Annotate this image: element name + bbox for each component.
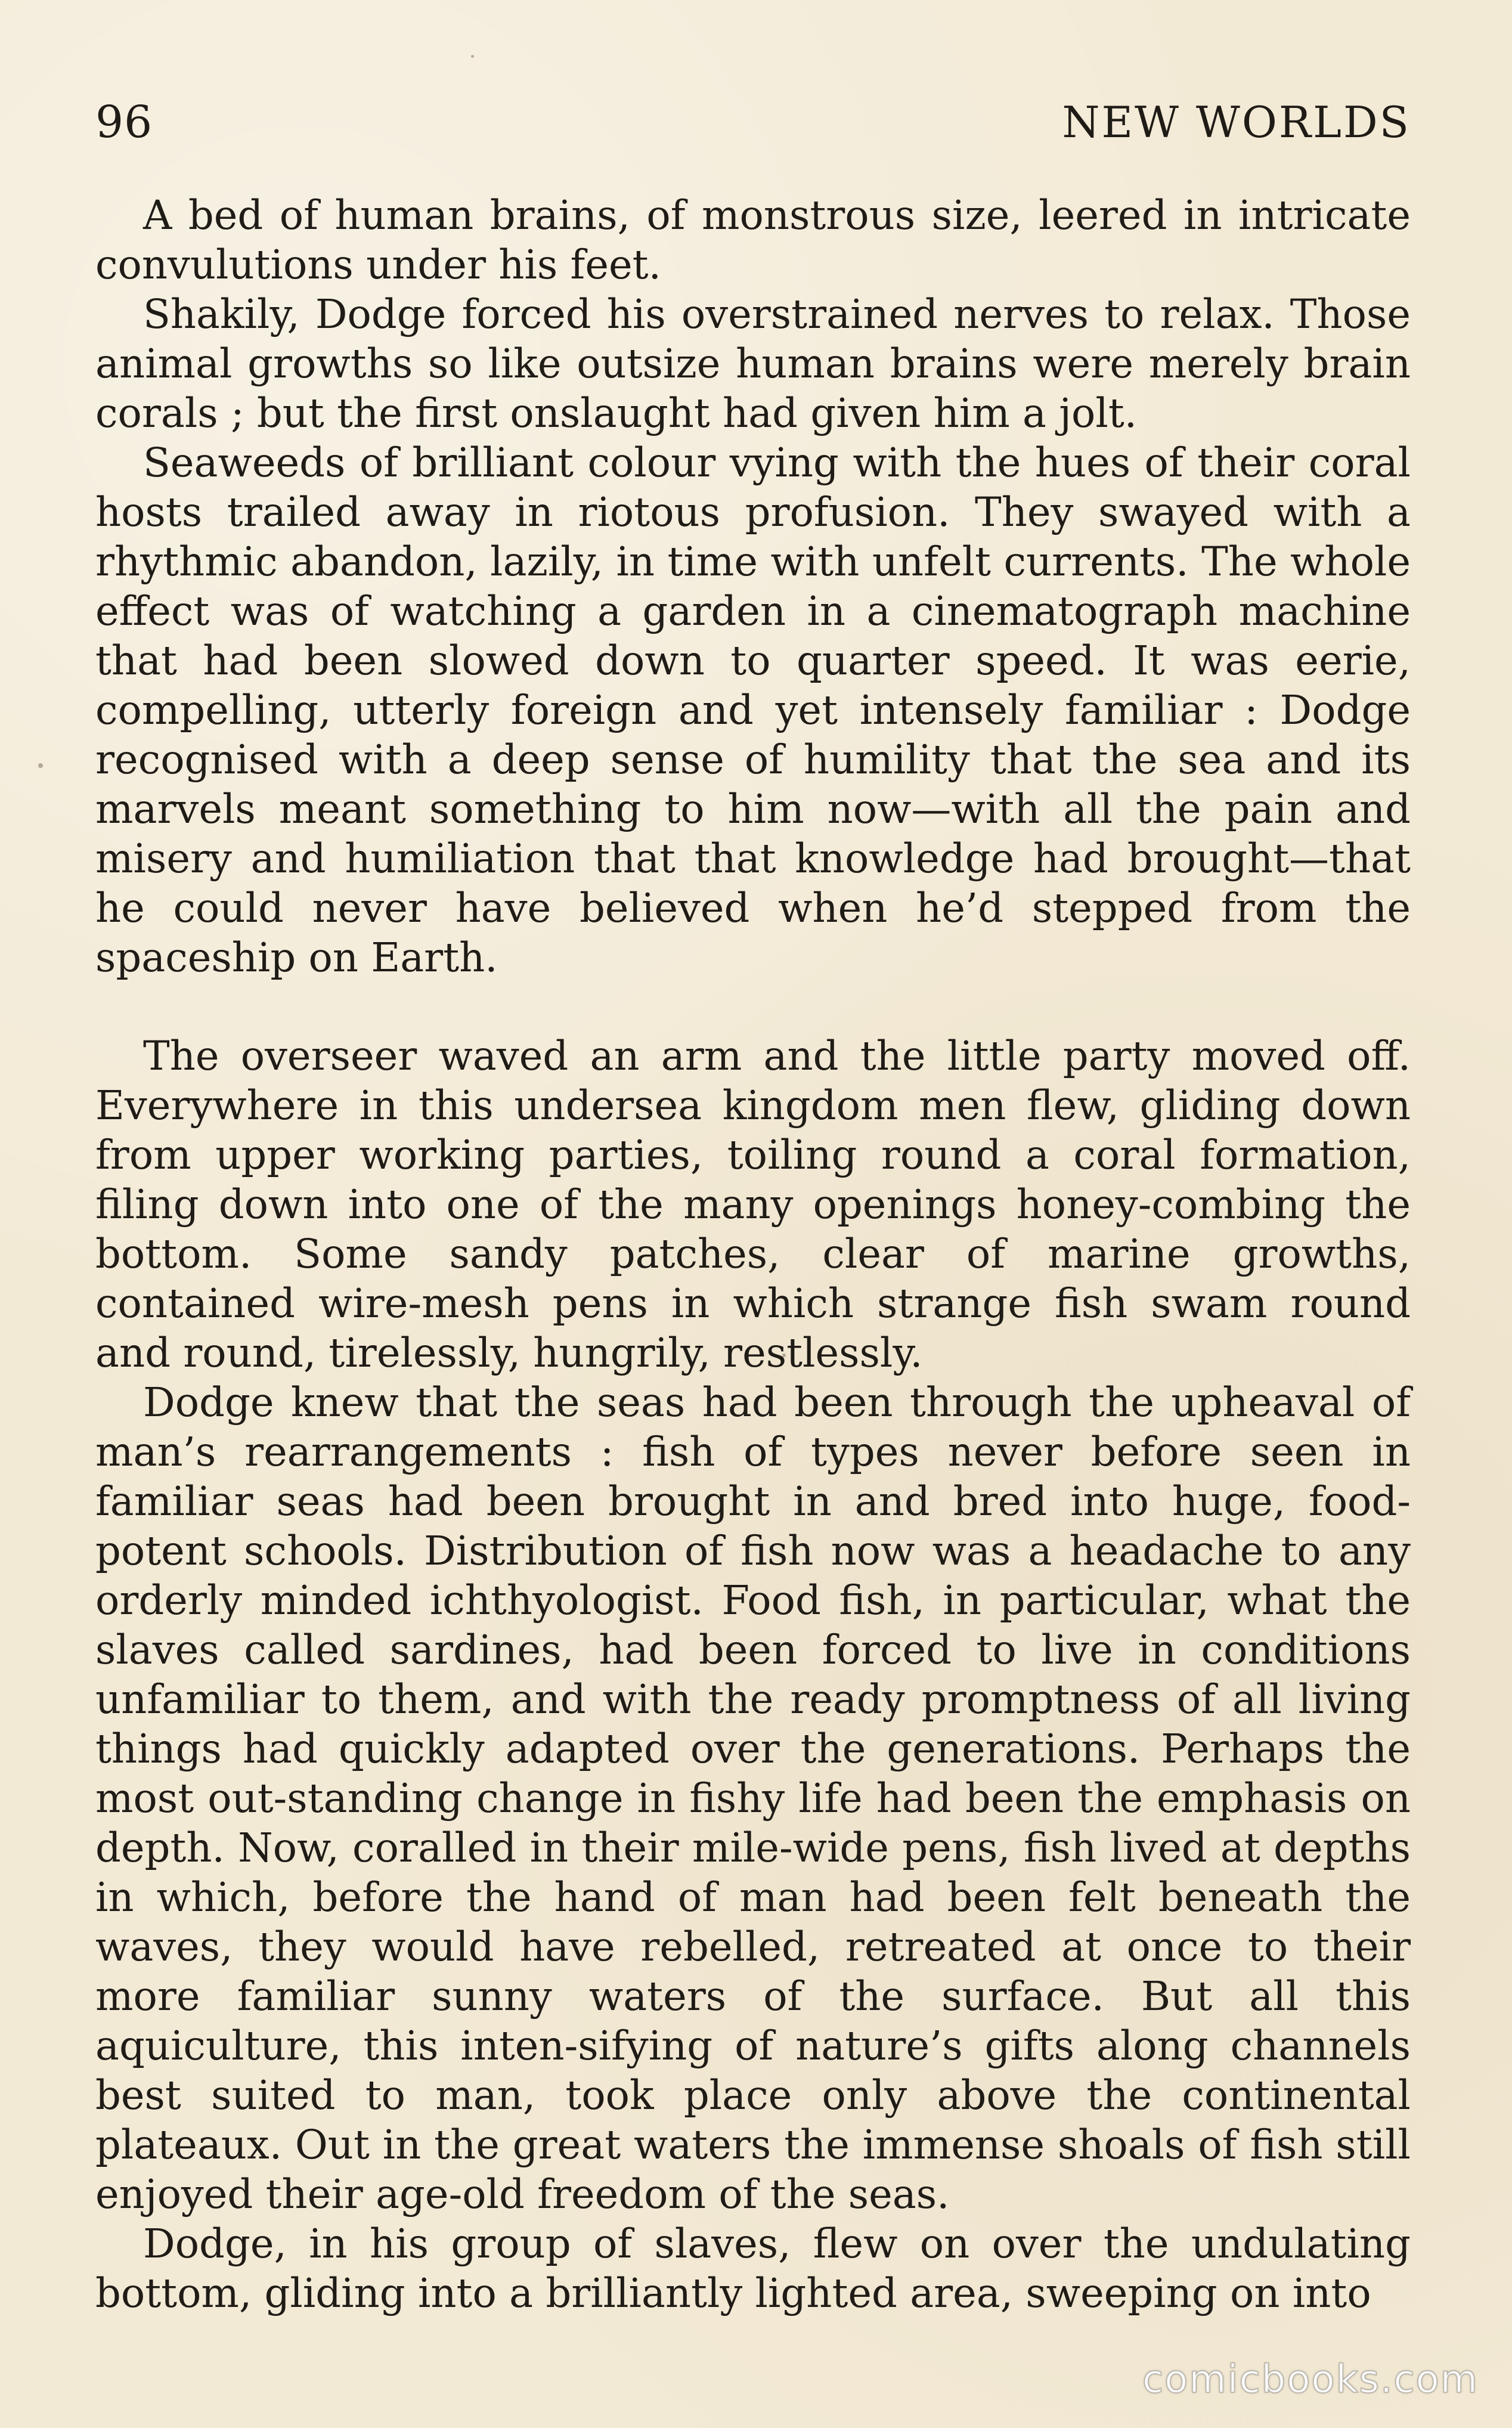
site-watermark: comicbooks.com bbox=[1142, 2358, 1479, 2402]
body-paragraph: Seaweeds of brilliant colour vying with the hues of their coral hosts trailed away in riotous profusion. They swayed with a rhythmic abandon, lazily, in time with unfelt currents. The whole effect was of watching a garden in a cinematograph machine that had been slowed down to quarter speed. It was eerie, compelling, utterly foreign and yet intensely familiar : Dodge recognised with a deep sense of humility that the sea and its marvels meant something to him now—with all the pain and misery and humiliation that that knowledge had brought—that he could never have believed when he’d stepped from the spaceship on Earth. bbox=[95, 439, 1411, 981]
body-paragraph: Shakily, Dodge forced his overstrained nerves to relax. Those animal growths so like outsize human brains were merely brain corals ; but the first onslaught had given him a jolt. bbox=[95, 291, 1411, 436]
page-number: 96 bbox=[95, 97, 153, 148]
paper-speck bbox=[471, 55, 474, 58]
running-head: NEW WORLDS bbox=[1062, 97, 1411, 147]
section-break bbox=[95, 983, 1411, 1032]
page-body bbox=[95, 191, 1411, 2318]
paper-speck bbox=[38, 763, 43, 768]
body-paragraph: Dodge knew that the seas had been through the upheaval of man’s rearrangements : fish of types never before seen in familiar seas had been brought in and bred into huge, food-potent schools. Distribution of fish now was a headache to any orderly minded ichthyologist. Food fish, in particular, what the slaves called sardines, had been forced to live in conditions unfamiliar to them, and with the ready promptness of all living things had quickly adapted over the generations. Perhaps the most out-standing change in fishy life had been the emphasis on depth. Now, coralled in their mile-wide pens, fish lived at depths in which, before the hand of man had been felt beneath the waves, they would have rebelled, retreated at once to their more familiar sunny waters of the surface. But all this aquiculture, this inten-sifying of nature’s gifts along channels best suited to man, took place only above the continental plateaux. Out in the great waters the immense shoals of fish still enjoyed their age-old freedom of the seas. bbox=[95, 1379, 1411, 2218]
body-paragraph: Dodge, in his group of slaves, flew on over the undulating bottom, gliding into a brilliantly lighted area, sweeping on into bbox=[95, 2220, 1411, 2316]
paper-speck bbox=[782, 1354, 786, 1357]
body-paragraph: A bed of human brains, of monstrous size, leered in intricate convulutions under his feet. bbox=[95, 192, 1411, 288]
body-paragraph: The overseer waved an arm and the little party moved off. Everywhere in this undersea kingdom men flew, gliding down from upper working parties, toiling round a coral formation, filing down into one of the many openings honey-combing the bottom. Some sandy patches, clear of marine growths, contained wire-mesh pens in which strange fish swam round and round, tirelessly, hungrily, restlessly. bbox=[95, 1033, 1411, 1376]
page-header bbox=[95, 89, 1411, 155]
